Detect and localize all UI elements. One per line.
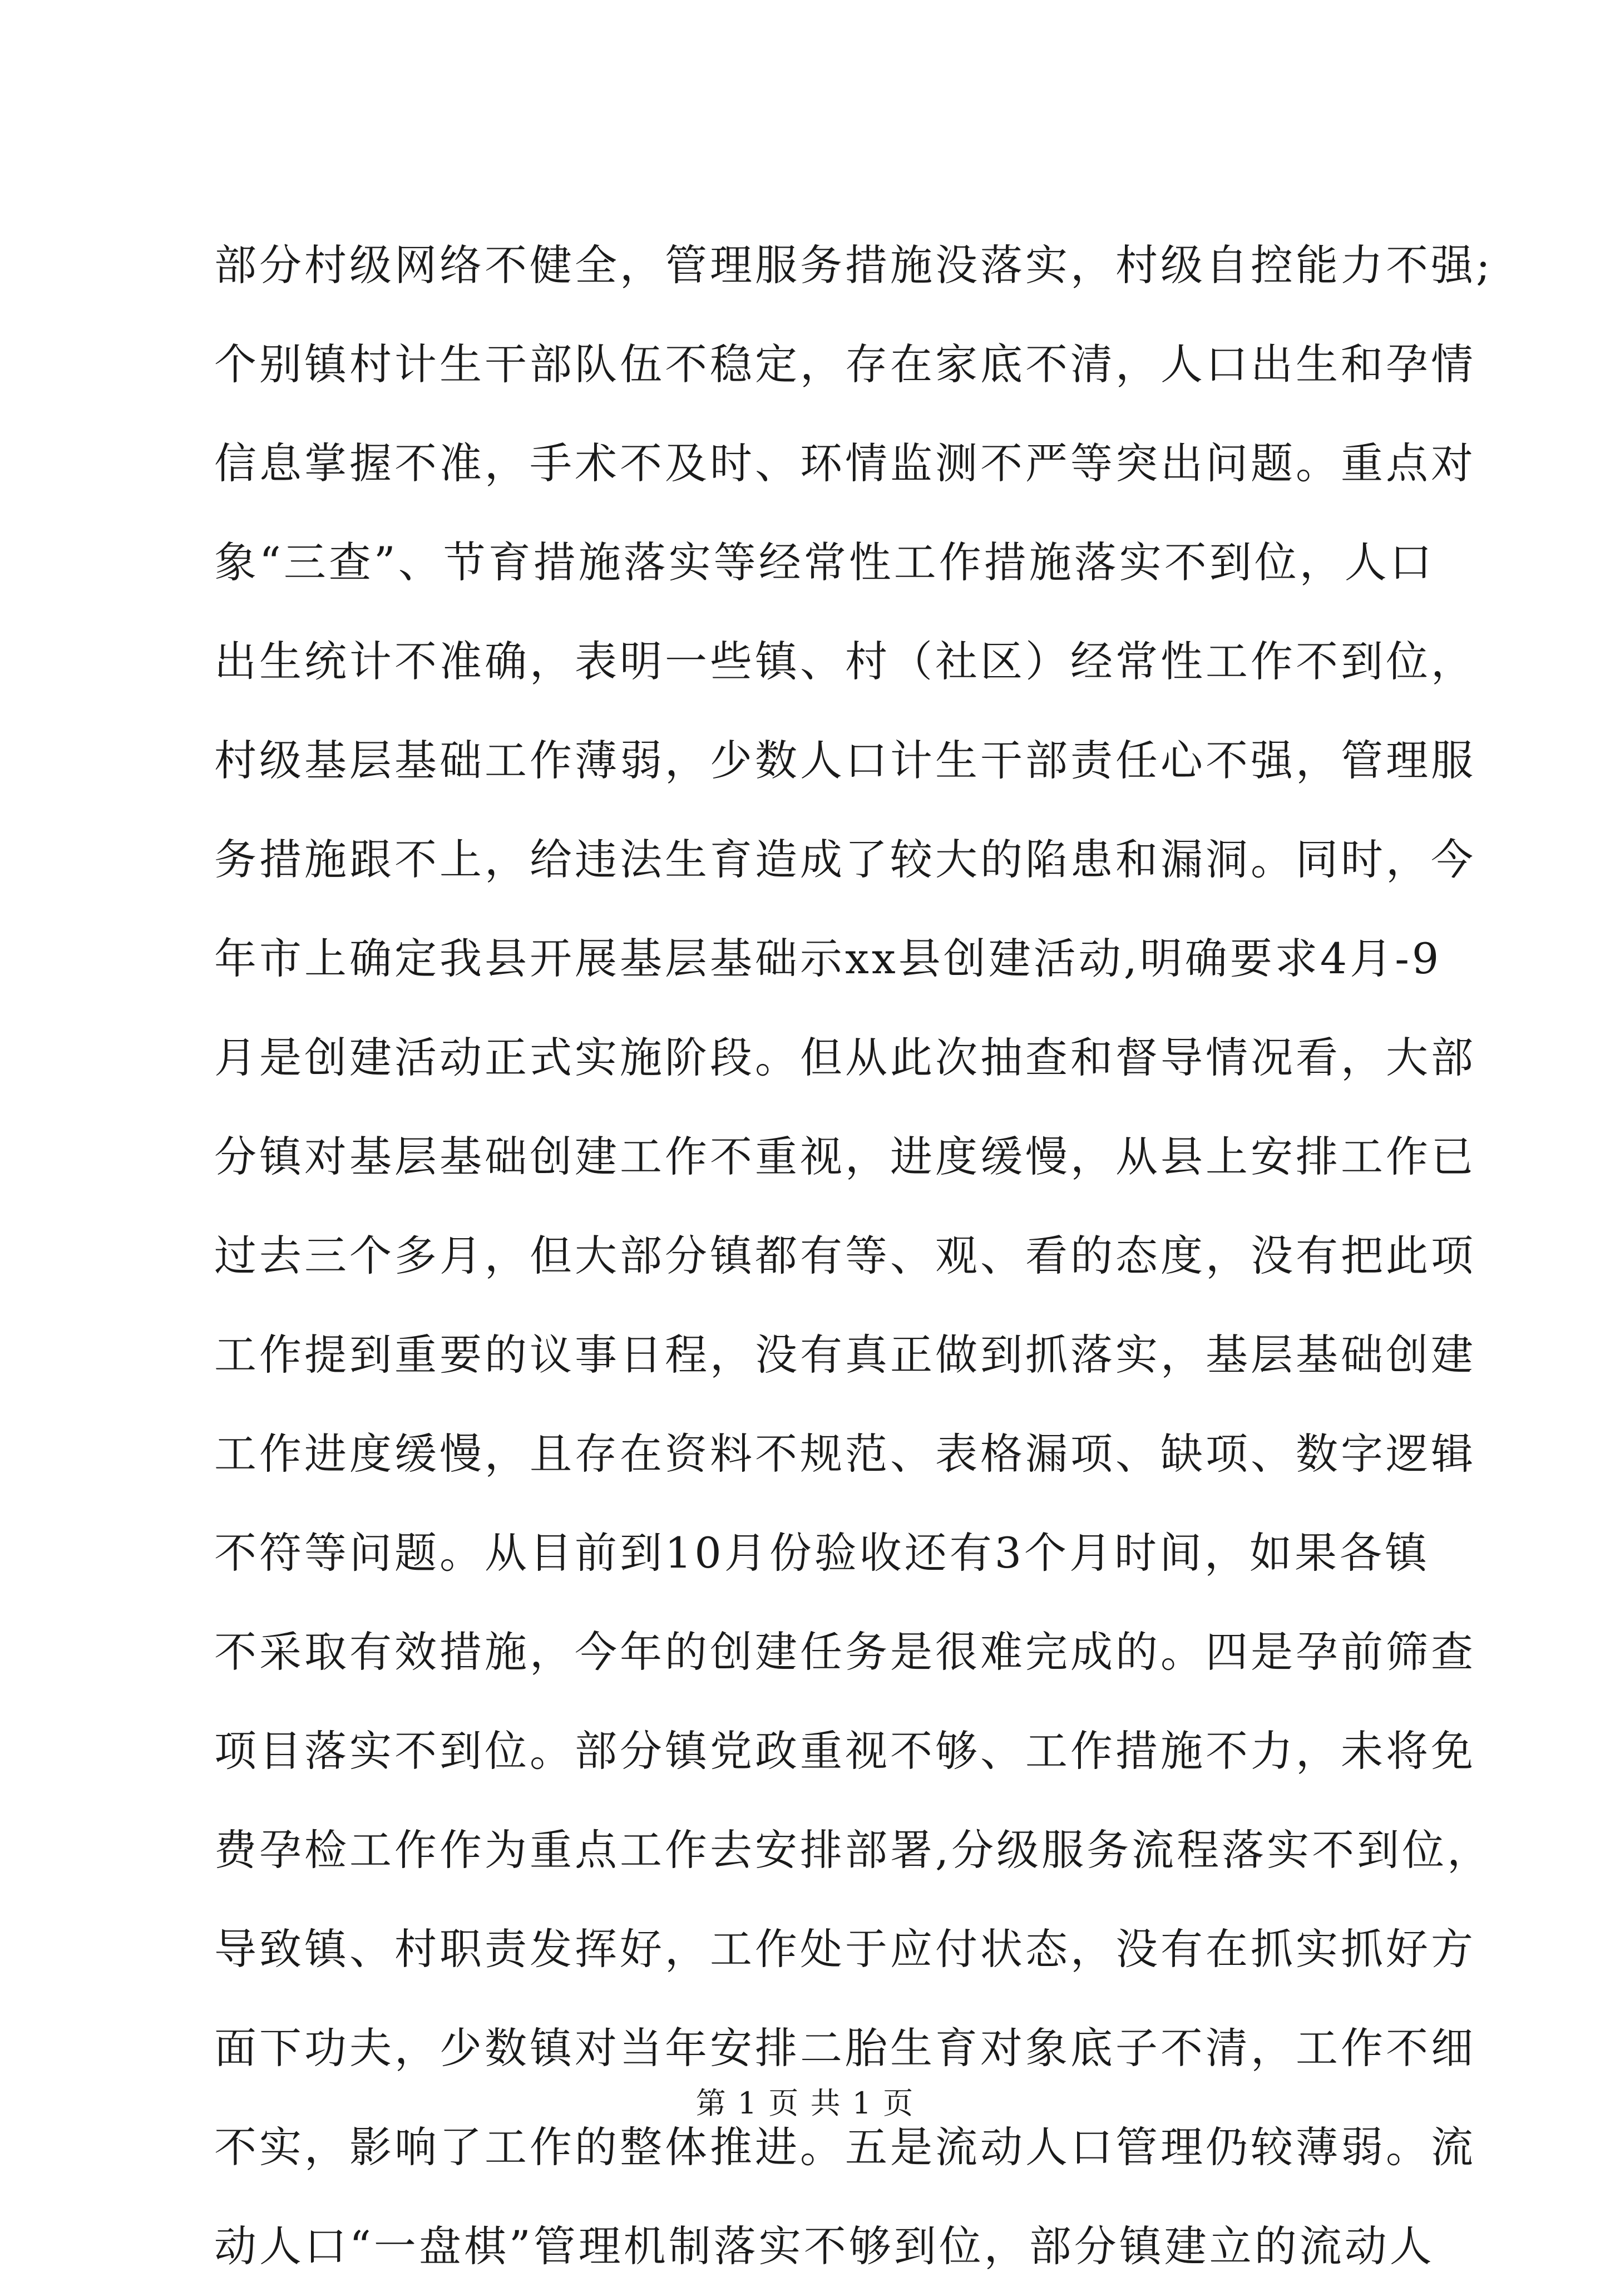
text-line: 个别镇村计生干部队伍不稳定，存在家底不清，人口出生和孕情	[214, 339, 1476, 389]
text-line: 过去三个多月，但大部分镇都有等、观、看的态度，没有把此项	[214, 1231, 1476, 1280]
page-footer: 第 1 页 共 1 页	[695, 2086, 915, 2121]
text-line: 面下功夫，少数镇对当年安排二胎生育对象底子不清，工作不细	[214, 2023, 1476, 2073]
text-line: 年市上确定我县开展基层基础示xx县创建活动,明确要求4月-9	[214, 934, 1442, 983]
text-line: 不符等问题。从目前到10月份验收还有3个月时间，如果各镇	[214, 1528, 1430, 1578]
text-line: 象“三查”、节育措施落实等经常性工作措施落实不到位，人口	[214, 538, 1435, 587]
text-line: 项目落实不到位。部分镇党政重视不够、工作措施不力，未将免	[214, 1726, 1476, 1776]
text-line: 不实，影响了工作的整体推进。五是流动人口管理仍较薄弱。流	[214, 2122, 1476, 2172]
text-line: 信息掌握不准，手术不及时、环情监测不严等突出问题。重点对	[214, 438, 1476, 488]
text-line: 部分村级网络不健全，管理服务措施没落实，村级自控能力不强;	[214, 240, 1493, 290]
text-line: 分镇对基层基础创建工作不重视，进度缓慢，从县上安排工作已	[214, 1132, 1476, 1181]
text-line: 费孕检工作作为重点工作去安排部署,分级服务流程落实不到位，	[214, 1825, 1493, 1875]
text-line: 村级基层基础工作薄弱，少数人口计生干部责任心不强，管理服	[214, 736, 1476, 785]
text-line: 不采取有效措施，今年的创建任务是很难完成的。四是孕前筛查	[214, 1627, 1476, 1677]
text-line: 工作进度缓慢，且存在资料不规范、表格漏项、缺项、数字逻辑	[214, 1429, 1476, 1479]
text-line: 导致镇、村职责发挥好，工作处于应付状态，没有在抓实抓好方	[214, 1924, 1476, 1974]
text-line: 月是创建活动正式实施阶段。但从此次抽查和督导情况看，大部	[214, 1033, 1476, 1082]
text-line: 出生统计不准确，表明一些镇、村（社区）经常性工作不到位，	[214, 637, 1476, 686]
text-line: 工作提到重要的议事日程，没有真正做到抓落实，基层基础创建	[214, 1330, 1476, 1379]
text-line: 动人口“一盘棋”管理机制落实不够到位，部分镇建立的流动人	[214, 2221, 1435, 2271]
text-line: 务措施跟不上，给违法生育造成了较大的陷患和漏洞。同时，今	[214, 835, 1476, 884]
body-text	[214, 216, 1493, 2296]
